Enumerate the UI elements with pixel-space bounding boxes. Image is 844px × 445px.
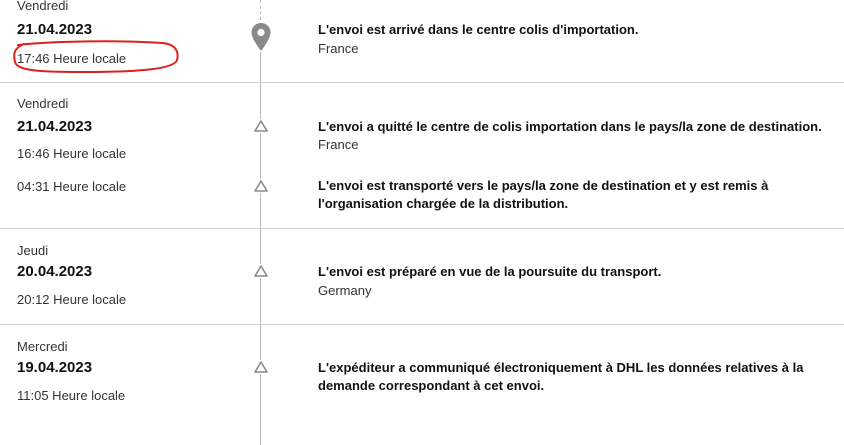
event-date: 19.04.2023 xyxy=(17,359,93,376)
event-day: Vendredi xyxy=(17,96,69,111)
event-description: L'envoi est préparé en vue de la poursuite du transport. xyxy=(318,264,662,279)
triangle-icon xyxy=(253,119,269,133)
divider xyxy=(0,82,844,83)
triangle-icon xyxy=(253,264,269,278)
event-description: L'envoi a quitté le centre de colis importation dans le pays/la zone de destination. xyxy=(318,119,822,134)
event-time: 04:31 Heure locale xyxy=(17,179,127,194)
divider xyxy=(0,324,844,325)
event-time: 16:46 Heure locale xyxy=(17,146,127,161)
timeline-dashed-start xyxy=(260,0,261,20)
annotation-circle xyxy=(12,40,180,74)
location-pin-icon xyxy=(250,22,272,52)
event-description: L'envoi est arrivé dans le centre colis d'importation. xyxy=(318,22,639,37)
event-day: Jeudi xyxy=(17,243,49,258)
event-date: 20.04.2023 xyxy=(17,263,93,280)
event-day: Mercredi xyxy=(17,339,68,354)
event-description: L'expéditeur a communiqué électroniquement à DHL les données relatives à la demande correspondant à cet envoi. xyxy=(318,360,804,393)
event-time: 17:46 Heure locale xyxy=(17,51,127,66)
event-date: 21.04.2023 xyxy=(17,21,93,38)
triangle-icon xyxy=(253,360,269,374)
event-time: 20:12 Heure locale xyxy=(17,292,127,307)
triangle-icon xyxy=(253,179,269,193)
event-description: L'envoi est transporté vers le pays/la zone de destination et y est remis à l'organisation chargée de la distribution. xyxy=(318,178,769,211)
event-location: Germany xyxy=(318,283,372,298)
divider xyxy=(0,228,844,229)
event-location: France xyxy=(318,137,359,152)
event-location: France xyxy=(318,41,359,56)
event-date: 21.04.2023 xyxy=(17,118,93,135)
event-day: Vendredi xyxy=(17,0,69,13)
timeline-line xyxy=(260,50,261,445)
event-time: 11:05 Heure locale xyxy=(17,388,126,403)
